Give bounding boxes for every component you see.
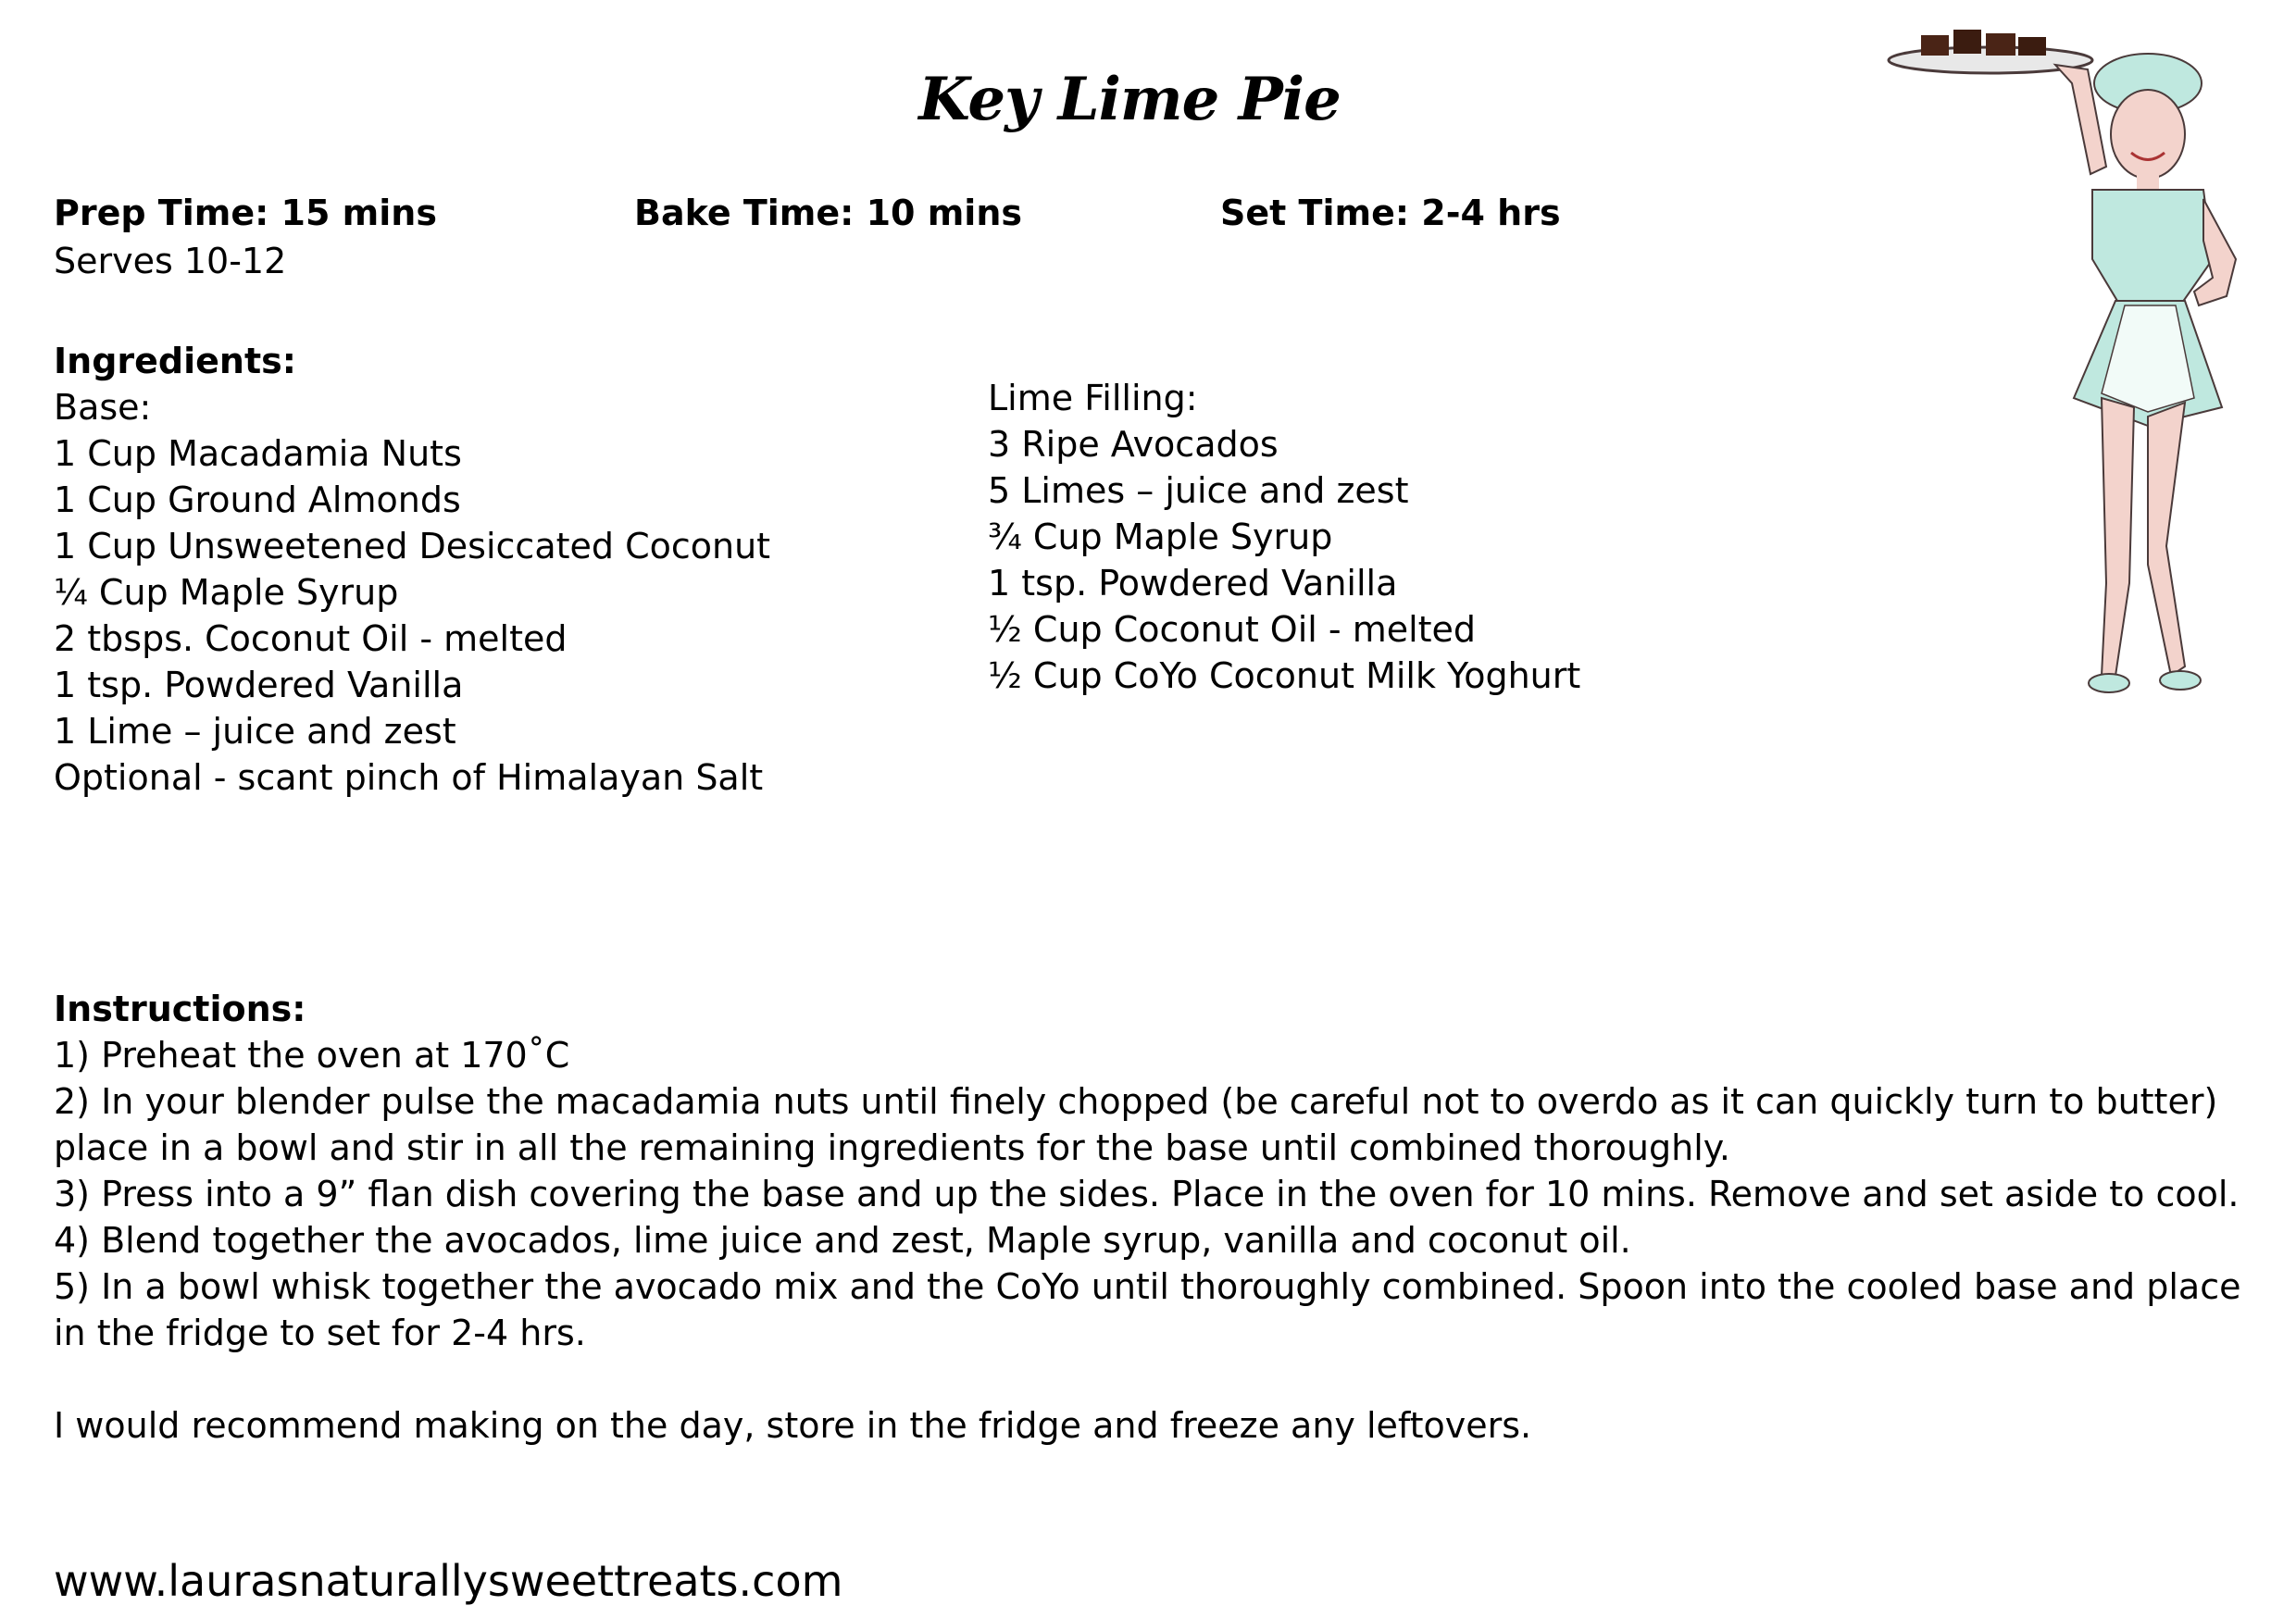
waitress-illustration: [1870, 28, 2259, 713]
list-item: ¼ Cup Maple Syrup: [54, 572, 399, 613]
list-item: ¾ Cup Maple Syrup: [988, 517, 1333, 557]
base-label: Base:: [54, 387, 152, 428]
list-item: 5) In a bowl whisk together the avocado mix and the CoYo until thoroughly combined. Spoon into the cooled base and place in the fridge to set for 2-4 hrs.: [54, 1266, 2241, 1353]
list-item: 1 Cup Ground Almonds: [54, 479, 461, 520]
brownie-icon: [1953, 30, 1981, 54]
set-time: Set Time: 2-4 hrs: [1220, 193, 1561, 233]
list-item: 3 Ripe Avocados: [988, 424, 1279, 465]
list-item: 1 tsp. Powdered Vanilla: [988, 563, 1398, 604]
list-item: 2 tbsps. Coconut Oil - melted: [54, 618, 568, 659]
brownie-icon: [1921, 35, 1949, 56]
instructions-heading: Instructions:: [54, 989, 306, 1029]
list-item: 1 Cup Unsweetened Desiccated Coconut: [54, 526, 771, 566]
list-item: 1 tsp. Powdered Vanilla: [54, 665, 464, 705]
list-item: 4) Blend together the avocados, lime juice and zest, Maple syrup, vanilla and coconut oil.: [54, 1220, 1631, 1261]
serves: Serves 10-12: [54, 241, 287, 281]
list-item: 3) Press into a 9” flan dish covering the base and up the sides. Place in the oven for 10 mins. Remove and set aside to cool.: [54, 1174, 2240, 1214]
ingredients-filling: [988, 375, 1580, 699]
list-item: 5 Limes – juice and zest: [988, 470, 1409, 511]
list-item: ½ Cup CoYo Coconut Milk Yoghurt: [988, 655, 1581, 696]
list-item: 2) In your blender pulse the macadamia nuts until finely chopped (be careful not to overdo as it can quickly turn to butter) place in a bowl and stir in all the remaining ingredients for the base until combined thoroughly.: [54, 1081, 2218, 1168]
ingredients-heading: Ingredients:: [54, 341, 296, 381]
website-link[interactable]: www.laurasnaturallysweettreats.com: [54, 1556, 843, 1606]
brownie-icon: [1986, 33, 2015, 56]
recipe-title: Key Lime Pie: [918, 65, 1341, 134]
list-item: 1) Preheat the oven at 170˚C: [54, 1035, 570, 1076]
list-item: 1 Lime – juice and zest: [54, 711, 456, 752]
recommendation-note: I would recommend making on the day, store in the fridge and freeze any leftovers.: [54, 1405, 1532, 1446]
brownie-icon: [2018, 37, 2046, 56]
bake-time: Bake Time: 10 mins: [634, 193, 1023, 233]
list-item: ½ Cup Coconut Oil - melted: [988, 609, 1477, 650]
prep-time: Prep Time: 15 mins: [54, 193, 437, 233]
list-item: Optional - scant pinch of Himalayan Salt: [54, 757, 764, 798]
list-item: 1 Cup Macadamia Nuts: [54, 433, 462, 474]
filling-label: Lime Filling:: [988, 378, 1198, 418]
instructions: [54, 986, 2276, 1356]
ingredients-base: [54, 338, 770, 801]
